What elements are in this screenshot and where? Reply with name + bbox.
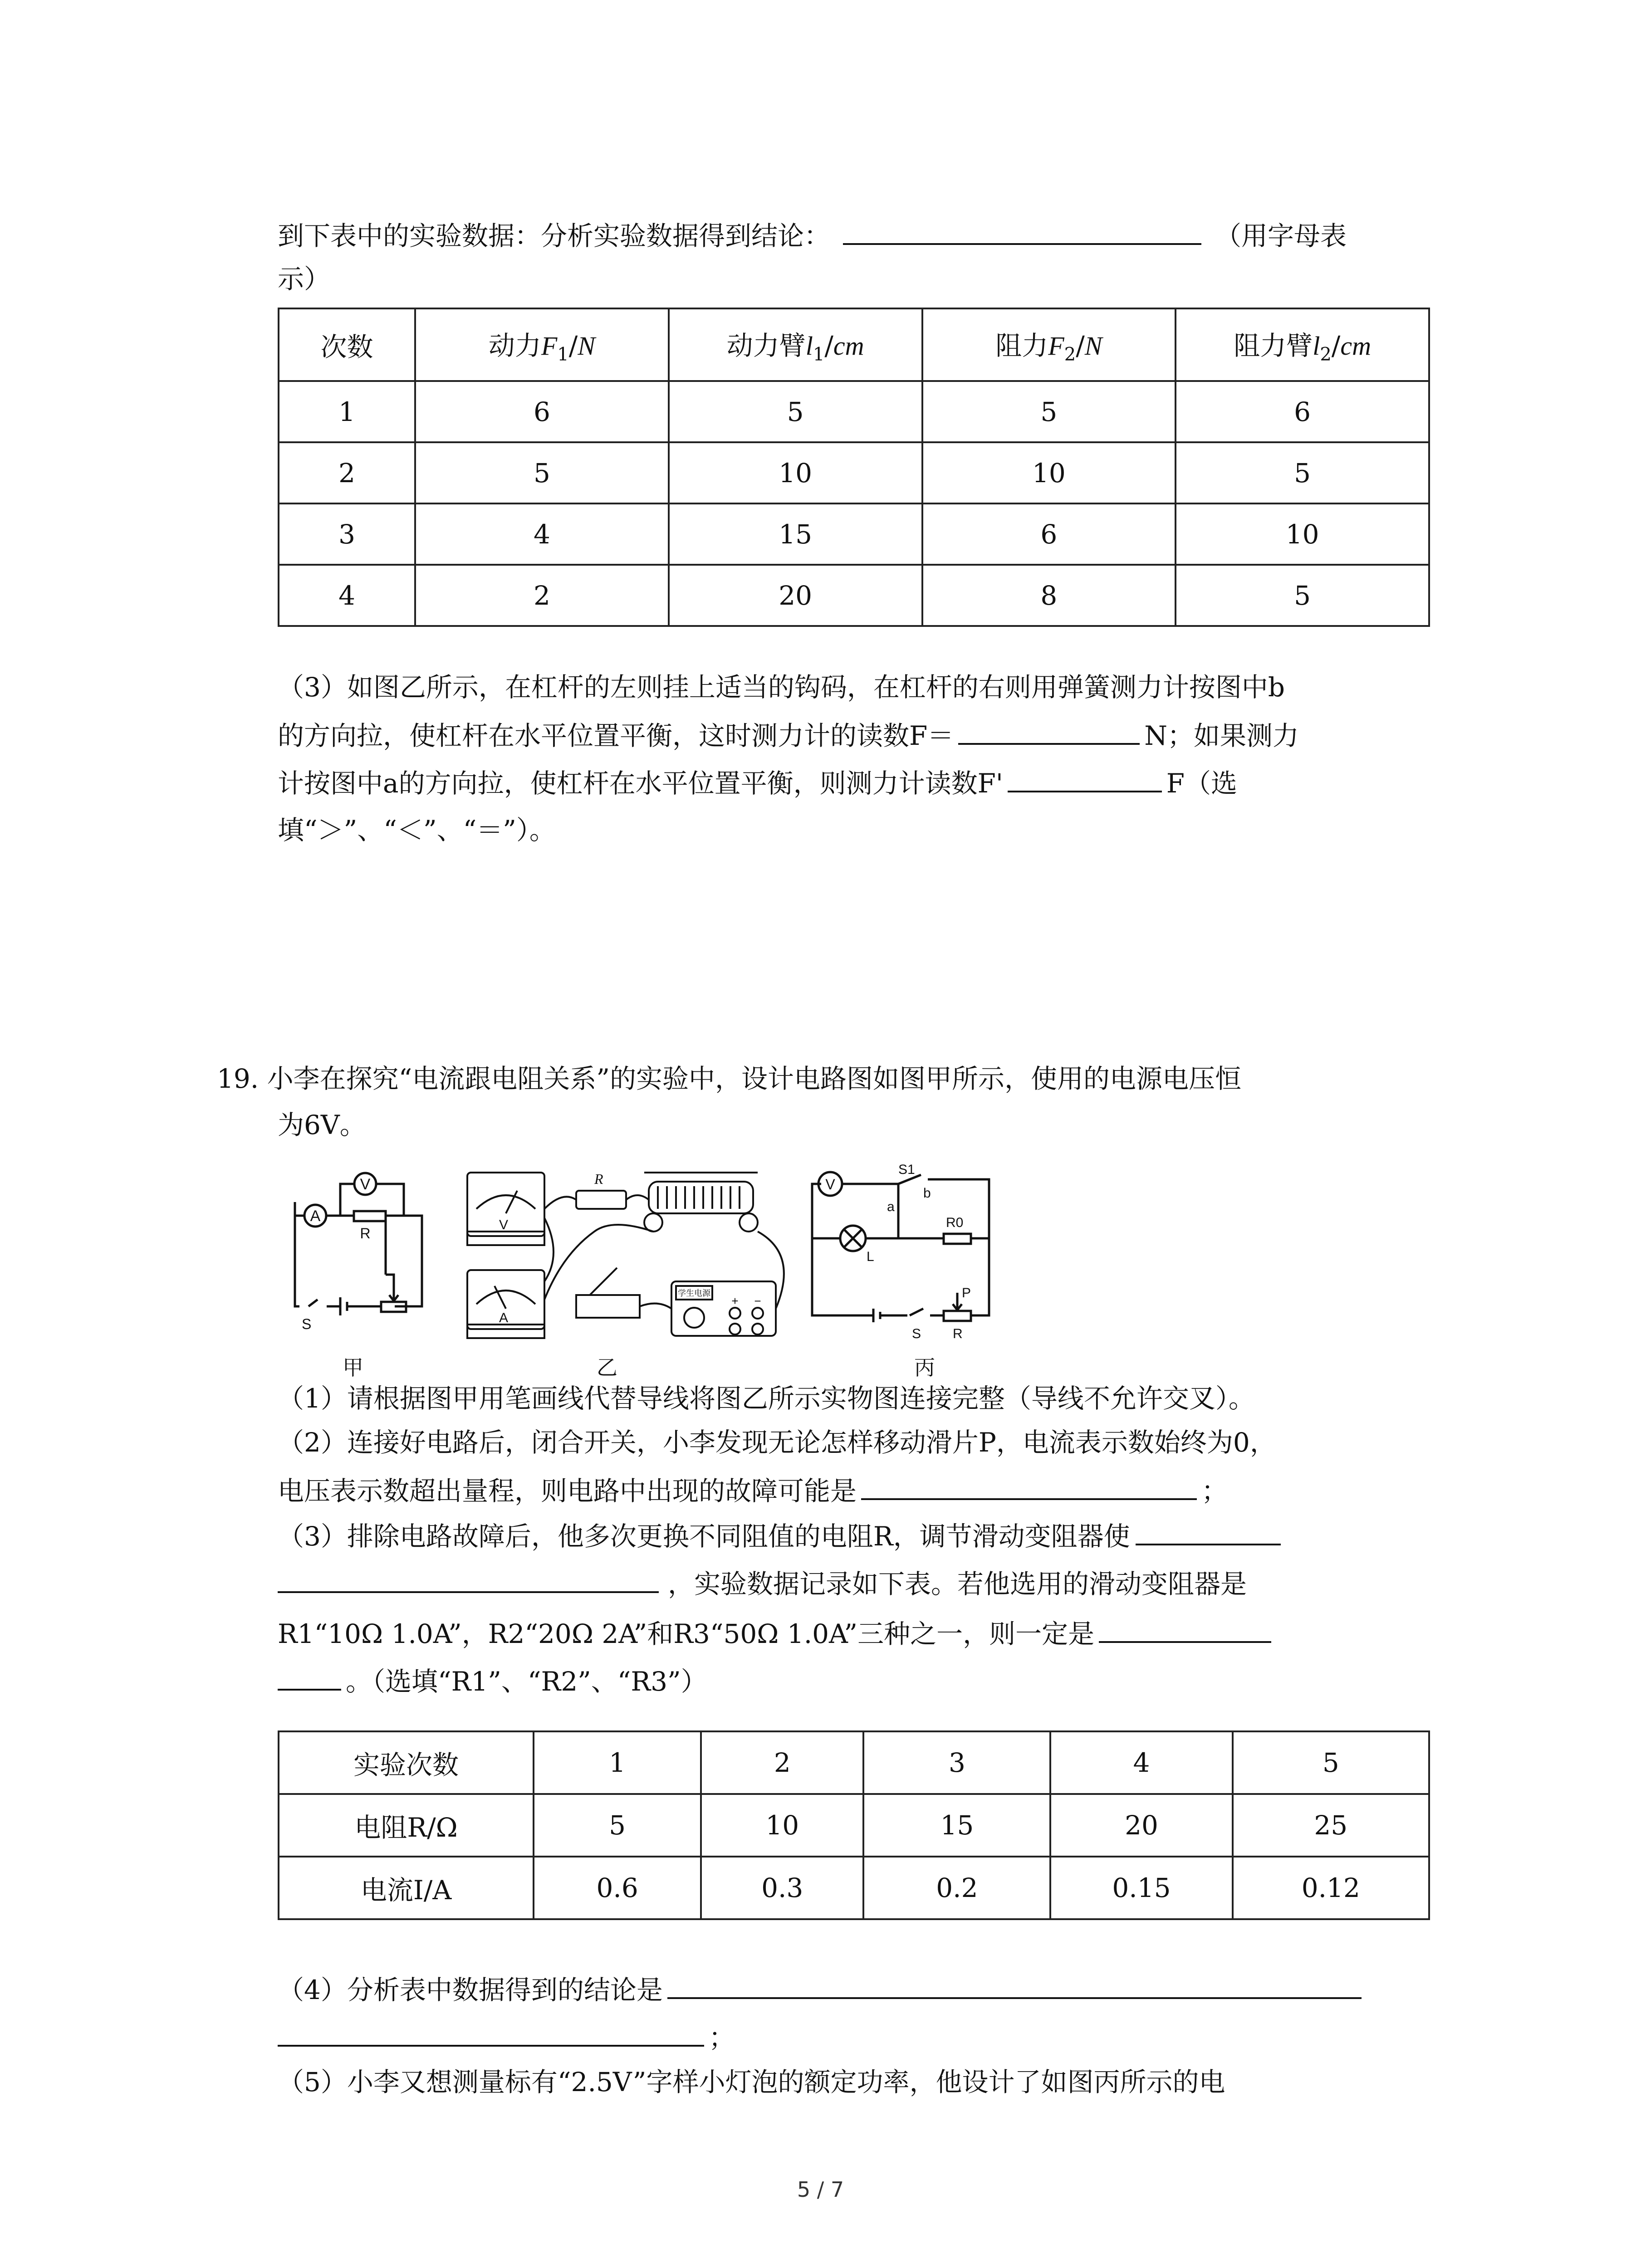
q19-line2: 为6V。: [278, 1110, 366, 1140]
table-header-row: [279, 308, 1429, 381]
q19-p3-line4: 。（选填“R1”、“R2”、“R3”）: [278, 1662, 707, 1700]
ammeter-symbol: A: [499, 1310, 509, 1325]
power-supply-plus: +: [731, 1294, 739, 1308]
table-header-cell: 阻力臂$l_2/cm$: [1176, 308, 1429, 381]
table-row: 电阻R/Ω 5 10 15 20 25: [279, 1794, 1429, 1857]
contact-b-label: b: [923, 1186, 931, 1201]
answer-blank[interactable]: [667, 1971, 1362, 1999]
q19-p2-line2: 电压表示数超出量程，则电路中出现的故障可能是 ；: [278, 1472, 1228, 1509]
answer-blank[interactable]: [843, 217, 1201, 245]
q18-p3-line2: 的方向拉，使杠杆在水平位置平衡，这时测力计的读数F＝ N；如果测力: [278, 717, 1299, 754]
answer-blank[interactable]: [278, 1662, 341, 1691]
q19-p4-line2: ；: [278, 2019, 735, 2056]
current-resistance-table: [278, 1730, 1430, 1920]
power-supply-minus: −: [754, 1294, 761, 1308]
q18-p3-line1: （3）如图乙所示，在杠杆的左则挂上适当的钩码，在杠杆的右则用弹簧测力计按图中b: [278, 672, 1285, 703]
resistor-label: R: [360, 1225, 371, 1242]
table-header-cell: 动力$F_1/N$: [415, 308, 669, 381]
lamp-label: L: [867, 1249, 874, 1264]
voltmeter-symbol: V: [499, 1217, 509, 1232]
q19-p4-line1: （4）分析表中数据得到的结论是: [278, 1971, 1362, 2008]
q19-p1: （1）请根据图甲用笔画线代替导线将图乙所示实物图连接完整（导线不允许交叉）。: [278, 1383, 1255, 1414]
circuit-diagram-bing: [808, 1161, 998, 1343]
voltmeter-symbol: V: [825, 1176, 835, 1193]
rheostat-label: R: [953, 1326, 963, 1341]
fig-label-jia: 甲: [343, 1355, 363, 1380]
table-row: 4 2 20 8 5: [279, 565, 1429, 626]
table-row: 电流I/A 0.6 0.3 0.2 0.15 0.12: [279, 1857, 1429, 1919]
switch-label: S: [912, 1326, 921, 1341]
lever-data-table: [278, 308, 1430, 627]
answer-blank[interactable]: [1008, 764, 1162, 792]
apparatus-diagram-yi: [458, 1163, 803, 1345]
resistor-r0-label: R0: [946, 1215, 964, 1230]
table-row: 2 5 10 10 5: [279, 442, 1429, 503]
page-number: 5 / 7: [797, 2177, 844, 2202]
table-row: 1 6 5 5 6: [279, 381, 1429, 442]
answer-blank[interactable]: [958, 717, 1140, 745]
answer-blank[interactable]: [278, 1565, 659, 1593]
q19-line1: 19. 小李在探究“电流跟电阻关系”的实验中，设计电路图如图甲所示，使用的电源电压恒: [217, 1063, 1241, 1094]
table-row: 3 4 15 6 10: [279, 503, 1429, 565]
ammeter-symbol: A: [310, 1207, 321, 1225]
voltmeter-symbol: V: [360, 1176, 371, 1193]
power-supply-label: 学生电源: [678, 1289, 710, 1298]
q19-p3-line3: R1“10Ω 1.0A”，R2“20Ω 2A”和R3“50Ω 1.0A”三种之一，则一定是: [278, 1615, 1271, 1652]
q18-intro-line1: 到下表中的实验数据：分析实验数据得到结论： （用字母表: [278, 217, 1347, 254]
table-header-cell: 次数: [279, 308, 415, 381]
switch-label: S: [302, 1316, 312, 1332]
table-header-cell: 动力臂$l_1/cm$: [669, 308, 922, 381]
q18-intro-line2: 示）: [278, 264, 331, 294]
q18-p3-line3: 计按图中a的方向拉，使杠杆在水平位置平衡，则测力计读数F' F（选: [278, 764, 1237, 802]
switch-s1-label: S1: [898, 1162, 915, 1177]
answer-blank[interactable]: [1099, 1615, 1271, 1643]
q19-p3-line1: （3）排除电路故障后，他多次更换不同阻值的电阻R，调节滑动变阻器使: [278, 1517, 1281, 1554]
answer-blank[interactable]: [1136, 1517, 1281, 1545]
q19-p3-line2: ，实验数据记录如下表。若他选用的滑动变阻器是: [278, 1565, 1247, 1602]
fig-label-bing: 丙: [914, 1355, 935, 1380]
answer-blank[interactable]: [278, 2019, 704, 2047]
q19-p2-line1: （2）连接好电路后，闭合开关，小李发现无论怎样移动滑片P，电流表示数始终为0，: [278, 1427, 1276, 1458]
circuit-diagram-jia: [277, 1170, 440, 1334]
table-header-row: 实验次数 1 2 3 4 5: [279, 1731, 1429, 1794]
contact-a-label: a: [887, 1199, 895, 1214]
table-header-cell: 阻力$F_2/N$: [922, 308, 1176, 381]
slider-p-label: P: [962, 1286, 971, 1300]
q19-p5-line1: （5）小李又想测量标有“2.5V”字样小灯泡的额定功率，他设计了如图丙所示的电: [278, 2067, 1225, 2097]
q18-p3-line4: 填“＞”、“＜”、“＝”）。: [278, 815, 556, 846]
answer-blank[interactable]: [861, 1472, 1197, 1500]
resistor-label: R: [594, 1171, 603, 1187]
fig-label-yi: 乙: [597, 1355, 617, 1380]
